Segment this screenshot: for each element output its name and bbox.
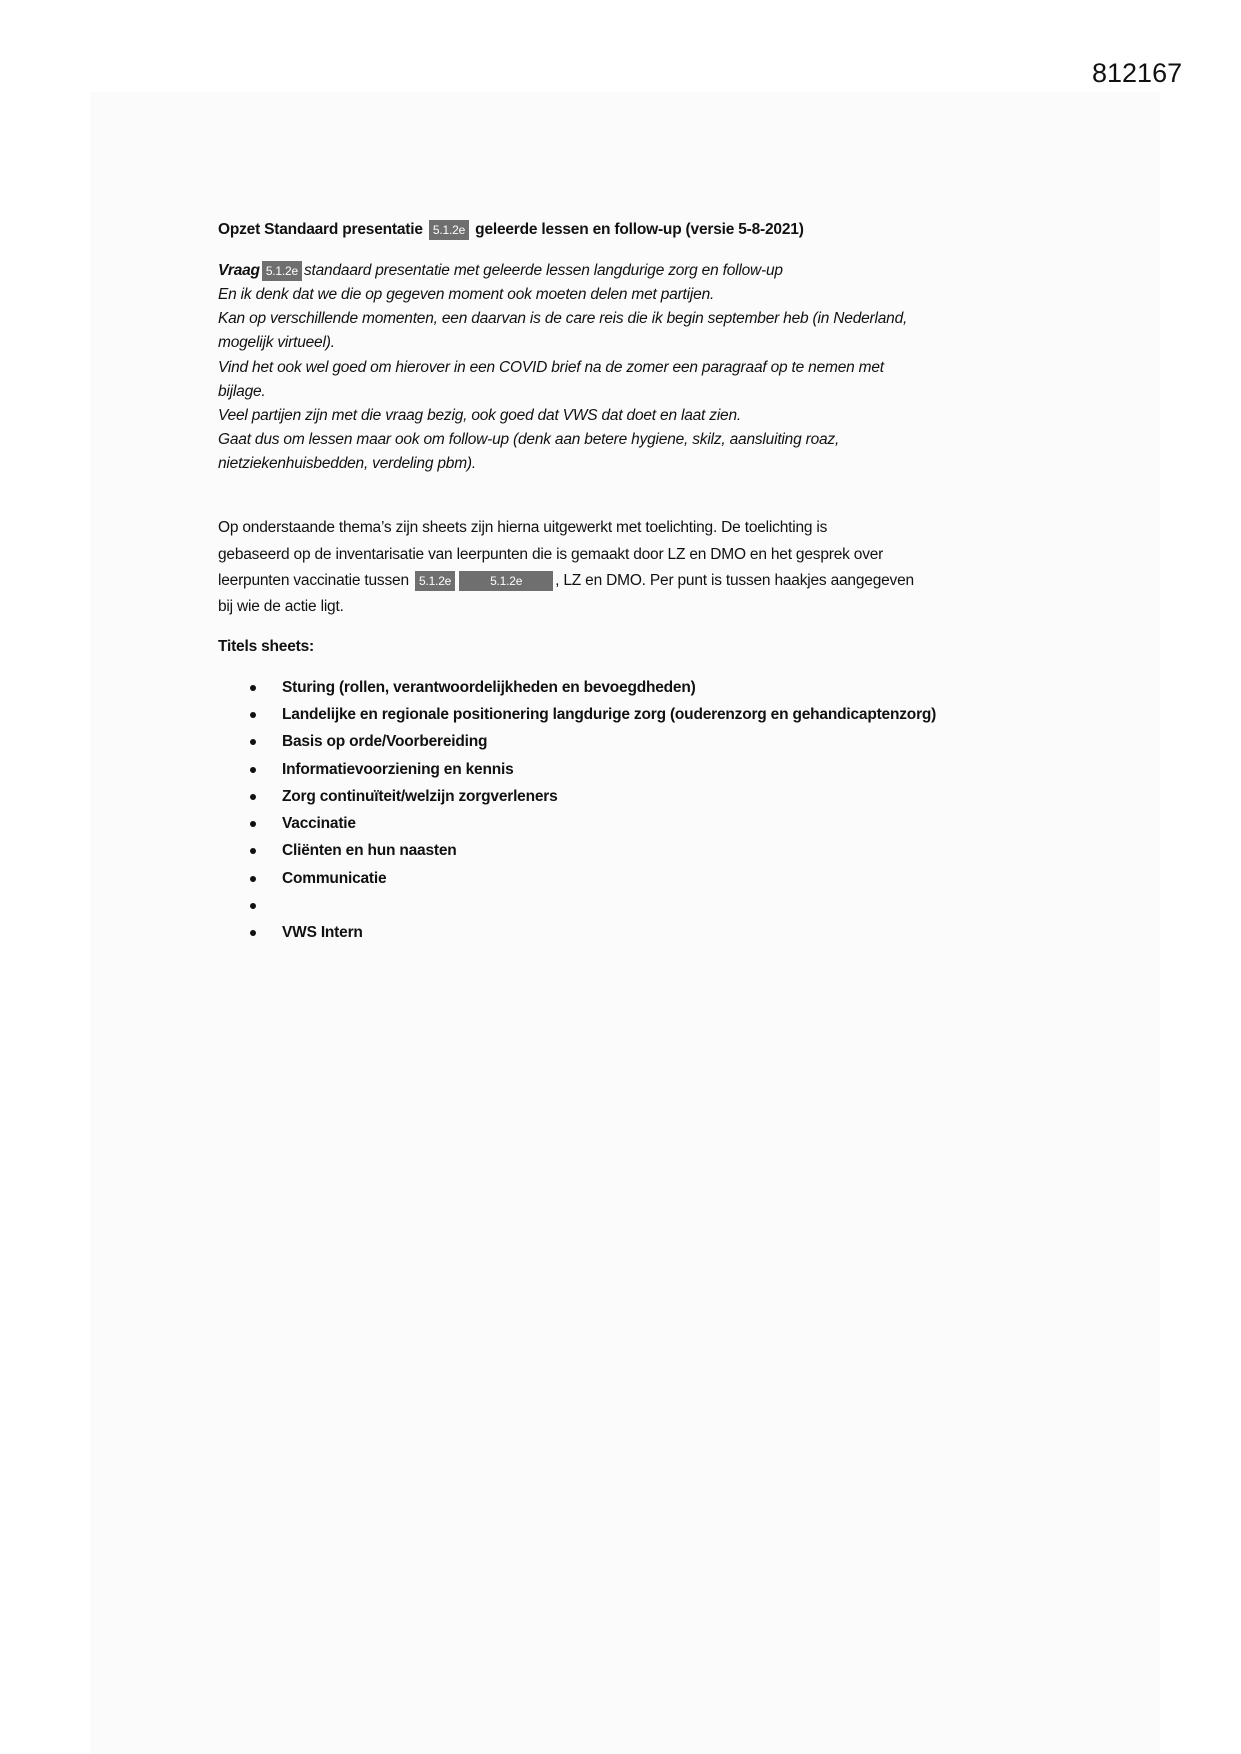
heading-text: Opzet Standaard presentatie [218, 221, 423, 239]
list-item-text: VWS Intern [282, 924, 363, 941]
quote-line: Veel partijen zijn met die vraag bezig, ook goed dat VWS dat doet en laat zien. [218, 407, 742, 424]
list-item-text: Cliënten en hun naasten [282, 842, 457, 859]
intro-line [218, 571, 914, 591]
intro-line: bij wie de actie ligt. [218, 598, 344, 615]
bullet-icon [250, 848, 256, 854]
intro-line: Op onderstaande thema’s zijn sheets zijn hierna uitgewerkt met toelichting. De toelichting is [218, 519, 828, 536]
bullet-icon [250, 930, 256, 936]
quote-text: standaard presentatie met geleerde lessen langdurige zorg en follow-up [303, 262, 783, 280]
intro-text: leerpunten vaccinatie tussen [218, 572, 409, 590]
redaction-box: 5.1.2e [459, 571, 553, 591]
quote-line: nietziekenhuisbedden, verdeling pbm). [218, 455, 476, 472]
sheets-title: Titels sheets: [218, 638, 314, 655]
bullet-icon [250, 903, 256, 909]
quote-line: Gaat dus om lessen maar ook om follow-up (denk aan betere hygiene, skilz, aansluiting roaz, [218, 431, 840, 448]
document-number: 812167 [1092, 58, 1183, 88]
redaction-box: 5.1.2e [415, 571, 455, 591]
quote-line: mogelijk virtueel). [218, 334, 335, 351]
bullet-icon [250, 767, 256, 773]
heading-text: geleerde lessen en follow-up (versie 5-8-2021) [475, 221, 804, 239]
bullet-icon [250, 712, 256, 718]
intro-text: , LZ en DMO. Per punt is tussen haakjes aangegeven [555, 572, 914, 590]
list-item-text: Landelijke en regionale positionering langdurige zorg (ouderenzorg en gehandicaptenzorg) [282, 706, 937, 723]
intro-line: gebaseerd op de inventarisatie van leerpunten die is gemaakt door LZ en DMO en het gesprek over [218, 546, 884, 563]
bullet-icon [250, 794, 256, 800]
list-item-text: Communicatie [282, 870, 387, 887]
quote-line: bijlage. [218, 383, 266, 400]
quote-label: Vraag [218, 262, 260, 280]
bullet-icon [250, 876, 256, 882]
quote-line: Vind het ook wel goed om hierover in een COVID brief na de zomer een paragraaf op te nemen met [218, 359, 884, 376]
list-item-text: Informatievoorziening en kennis [282, 761, 514, 778]
quote-line: En ik denk dat we die op gegeven moment ook moeten delen met partijen. [218, 286, 715, 303]
quote-line [218, 261, 783, 281]
bullet-icon [250, 685, 256, 691]
list-item-text: Sturing (rollen, verantwoordelijkheden en bevoegdheden) [282, 679, 696, 696]
list-item-text: Basis op orde/Voorbereiding [282, 733, 488, 750]
list-item-text: Vaccinatie [282, 815, 356, 832]
quote-line: Kan op verschillende momenten, een daarvan is de care reis die ik begin september heb (in Nederland, [218, 310, 908, 327]
document-heading [218, 220, 804, 240]
list-item-text: Zorg continuïteit/welzijn zorgverleners [282, 788, 558, 805]
bullet-icon [250, 739, 256, 745]
bullet-icon [250, 821, 256, 827]
redaction-box: 5.1.2e [429, 220, 469, 240]
redaction-box: 5.1.2e [262, 261, 302, 281]
